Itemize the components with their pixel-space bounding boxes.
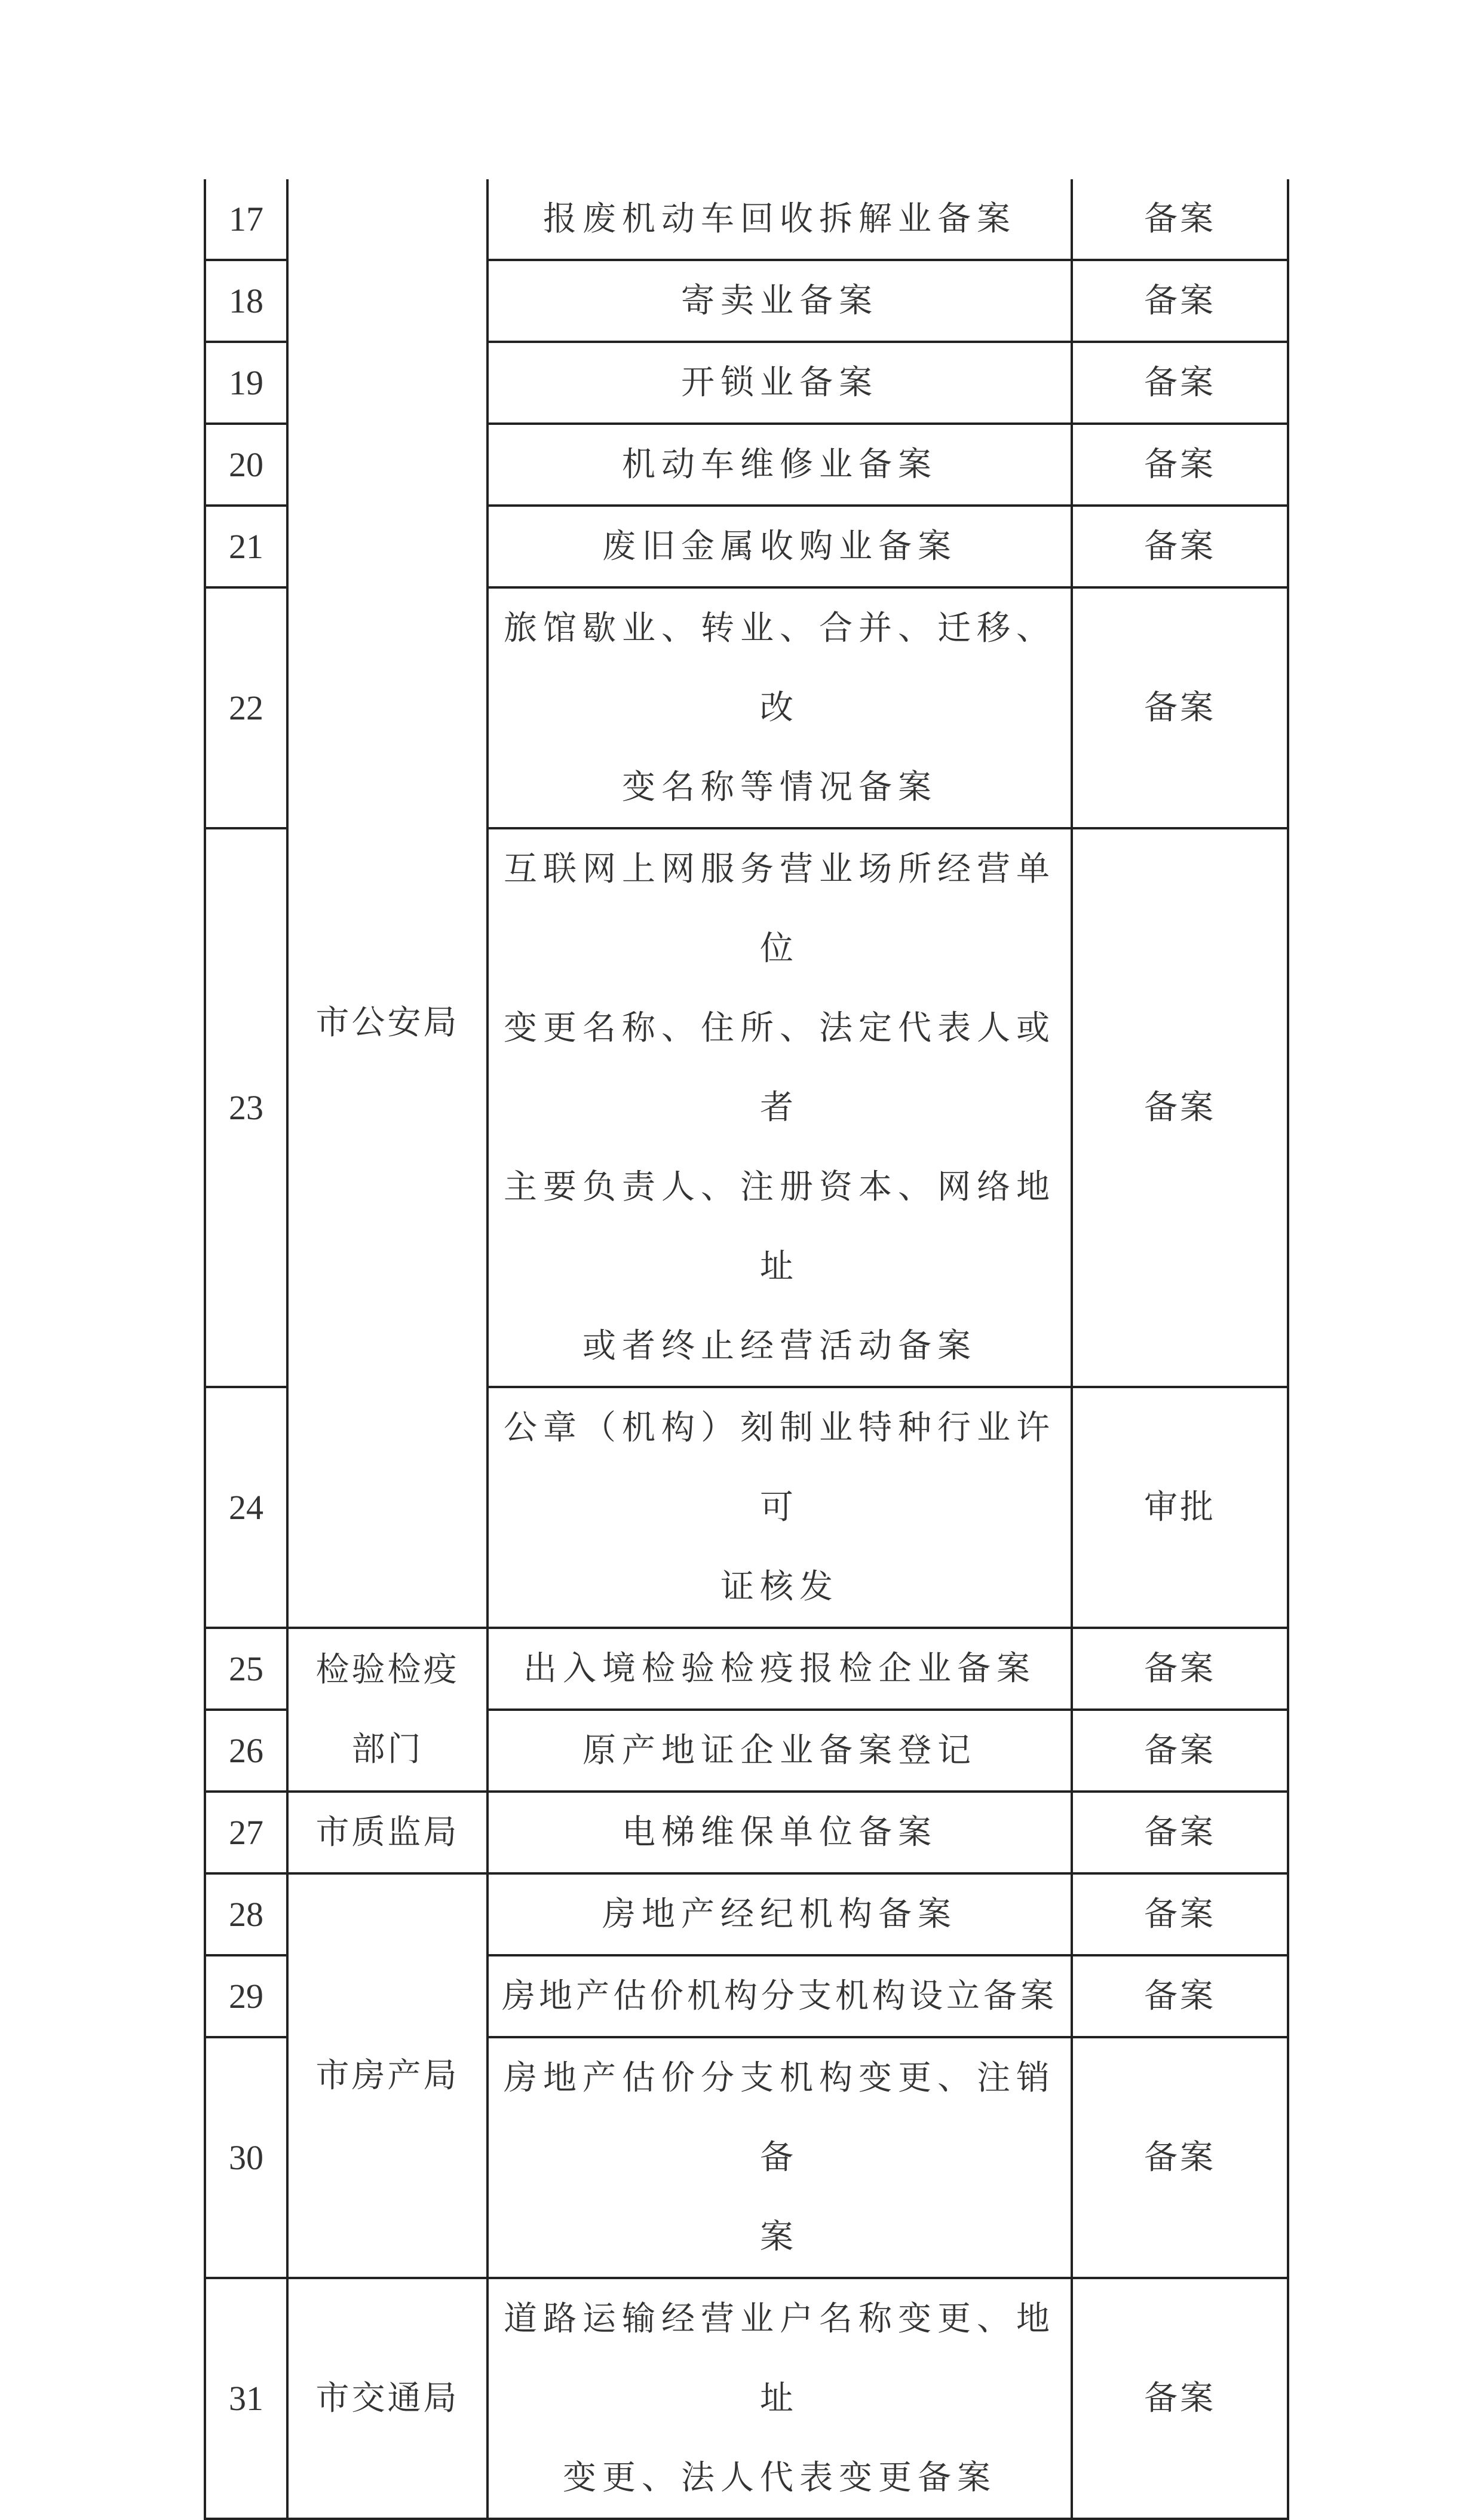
item-cell: 房地产估价机构分支机构设立备案 (487, 1955, 1072, 2037)
item-cell: 电梯维保单位备案 (487, 1792, 1072, 1873)
row-number: 23 (205, 828, 287, 1387)
item-cell: 互联网上网服务营业场所经营单位 变更名称、住所、法定代表人或者 主要负责人、注册资本、网络地址 或者终止经营活动备案 (487, 828, 1072, 1387)
row-number: 20 (205, 424, 287, 506)
department-cell (287, 1628, 487, 1792)
type-cell: 备案 (1072, 260, 1288, 342)
type-cell: 备案 (1072, 2037, 1288, 2278)
row-number: 26 (205, 1710, 287, 1792)
type-cell: 审批 (1072, 1387, 1288, 1628)
item-cell: 开锁业备案 (487, 342, 1072, 424)
type-cell: 备案 (1072, 1955, 1288, 2037)
row-number: 17 (205, 179, 287, 260)
type-cell: 备案 (1072, 1792, 1288, 1873)
type-cell: 备案 (1072, 506, 1288, 587)
type-cell: 备案 (1072, 2278, 1288, 2519)
item-cell: 旅馆歇业、转业、合并、迁移、改 变名称等情况备案 (487, 587, 1072, 828)
type-cell: 备案 (1072, 1628, 1288, 1710)
table-row (205, 2278, 1288, 2519)
type-cell: 备案 (1072, 587, 1288, 828)
item-cell: 公章（机构）刻制业特种行业许可 证核发 (487, 1387, 1072, 1628)
row-number: 22 (205, 587, 287, 828)
row-number: 31 (205, 2278, 287, 2519)
type-cell: 备案 (1072, 1873, 1288, 1955)
row-number: 27 (205, 1792, 287, 1873)
item-cell: 道路运输经营业户名称变更、地址 变更、法人代表变更备案 (487, 2278, 1072, 2519)
row-number: 25 (205, 1628, 287, 1710)
table-row (205, 1628, 1288, 1710)
row-number: 18 (205, 260, 287, 342)
row-number: 21 (205, 506, 287, 587)
type-cell: 备案 (1072, 828, 1288, 1387)
department-name-line: 部门 (351, 1730, 424, 1769)
filing-items-table (204, 179, 1289, 2520)
type-cell: 备案 (1072, 1710, 1288, 1792)
item-cell: 报废机动车回收拆解业备案 (487, 179, 1072, 260)
item-cell: 原产地证企业备案登记 (487, 1710, 1072, 1792)
type-cell: 备案 (1072, 424, 1288, 506)
table-row (205, 1792, 1288, 1873)
item-cell: 房地产估价分支机构变更、注销备 案 (487, 2037, 1072, 2278)
item-cell: 机动车维修业备案 (487, 424, 1072, 506)
table-row (205, 179, 1288, 260)
department-name: 市公安局 (315, 1003, 459, 1042)
item-cell: 房地产经纪机构备案 (487, 1873, 1072, 1955)
row-number: 29 (205, 1955, 287, 2037)
department-cell: 市交通局 (287, 2278, 487, 2519)
row-number: 19 (205, 342, 287, 424)
row-number: 30 (205, 2037, 287, 2278)
type-cell: 备案 (1072, 179, 1288, 260)
row-number: 28 (205, 1873, 287, 1955)
item-cell: 出入境检验检疫报检企业备案 (487, 1628, 1072, 1710)
table-row (205, 1873, 1288, 1955)
department-name-line: 检验检疫 (315, 1651, 459, 1689)
item-cell: 废旧金属收购业备案 (487, 506, 1072, 587)
department-cell (287, 179, 487, 1628)
department-cell: 市质监局 (287, 1792, 487, 1873)
row-number: 24 (205, 1387, 287, 1628)
department-cell: 市房产局 (287, 1873, 487, 2278)
type-cell: 备案 (1072, 342, 1288, 424)
item-cell: 寄卖业备案 (487, 260, 1072, 342)
